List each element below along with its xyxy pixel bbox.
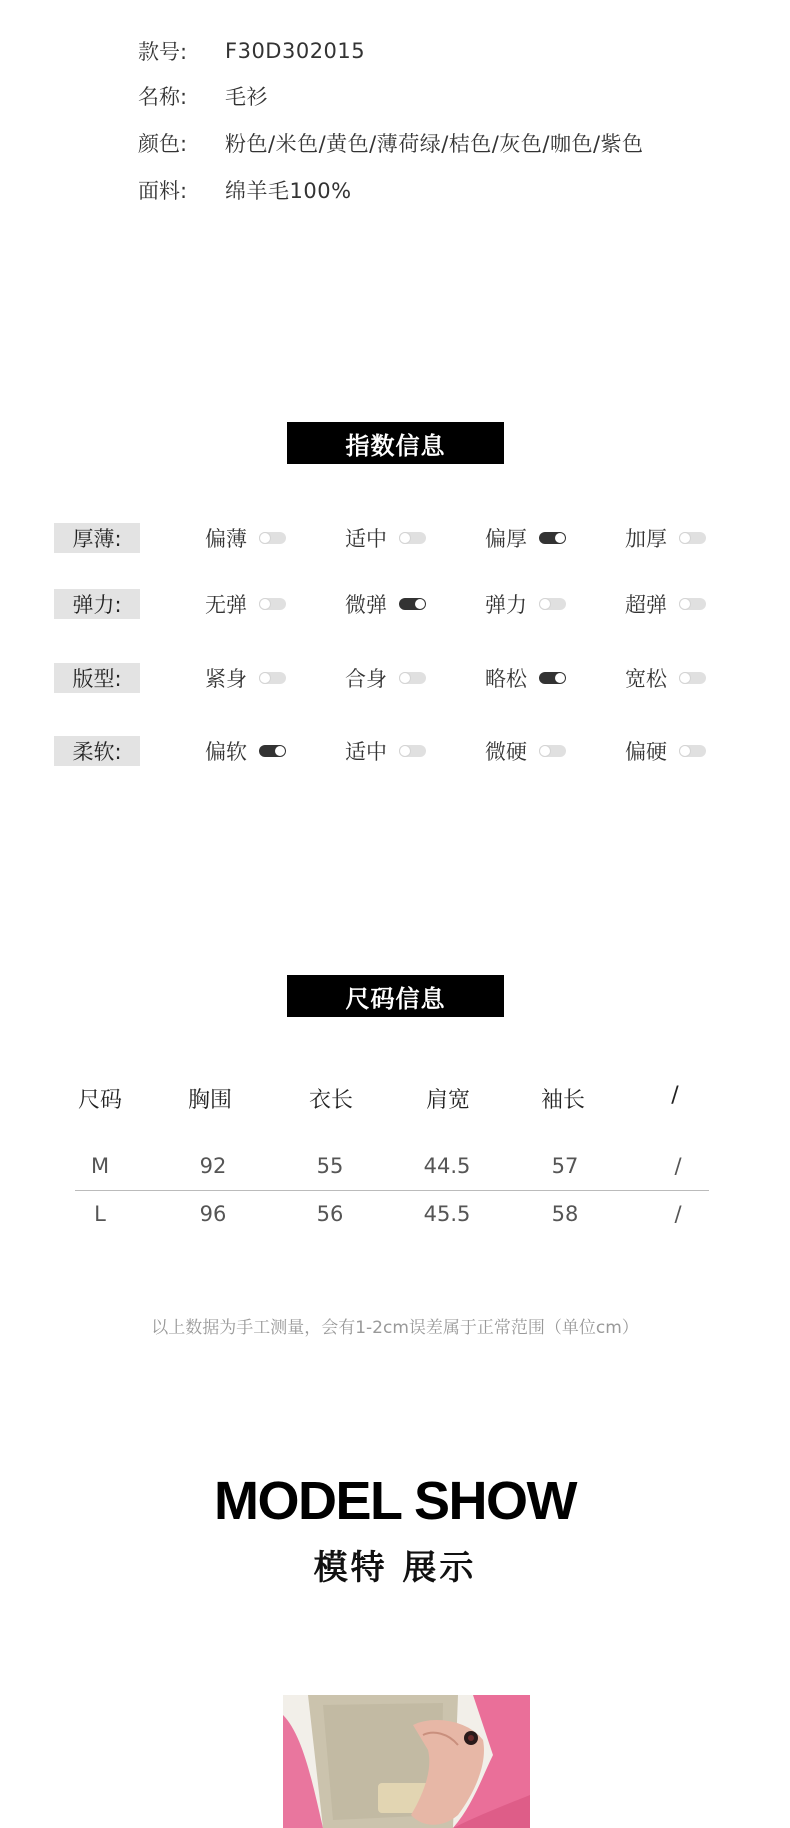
model-show-title: MODEL SHOW (214, 1471, 576, 1531)
index-option (345, 589, 426, 619)
index-option (345, 736, 426, 766)
toggle-off-icon (539, 598, 566, 610)
style-number-row (138, 36, 365, 66)
table-cell: 45.5 (423, 1202, 471, 1226)
toggle-knob (540, 746, 550, 756)
index-option (345, 523, 426, 553)
table-header: 袖长 (540, 1088, 586, 1113)
index-option (485, 663, 566, 693)
model-photo (283, 1695, 530, 1828)
toggle-knob (400, 746, 410, 756)
size-section-title: 尺码信息 (287, 975, 504, 1017)
table-cell: L (94, 1202, 106, 1226)
table-cell: 57 (551, 1154, 579, 1178)
toggle-off-icon (679, 745, 706, 757)
index-option-label: 偏薄 (205, 527, 247, 551)
info-label: 颜色: (138, 132, 188, 156)
toggle-knob (555, 533, 565, 543)
fabric-row (138, 175, 352, 205)
table-cell: M (90, 1154, 110, 1178)
index-option-label: 加厚 (625, 527, 667, 551)
index-option-label: 微弹 (345, 593, 387, 617)
table-header: 肩宽 (425, 1088, 471, 1113)
toggle-on-icon (539, 672, 566, 684)
index-option-label: 宽松 (625, 667, 667, 691)
table-header: / (671, 1083, 679, 1108)
index-option-label: 无弹 (205, 593, 247, 617)
toggle-on-icon (399, 598, 426, 610)
table-header: 尺码 (77, 1088, 123, 1113)
toggle-knob (680, 599, 690, 609)
index-option (625, 736, 706, 766)
measurement-note: 以上数据为手工测量，会有1-2cm误差属于正常范围（单位cm） (151, 1318, 639, 1338)
table-cell: 44.5 (423, 1154, 471, 1178)
table-cell: 58 (551, 1202, 579, 1226)
index-option-label: 合身 (345, 667, 387, 691)
toggle-off-icon (539, 745, 566, 757)
toggle-knob (680, 673, 690, 683)
toggle-knob (540, 599, 550, 609)
index-option-label: 微硬 (485, 740, 527, 764)
name-row (138, 81, 268, 111)
index-option (345, 663, 426, 693)
toggle-knob (415, 599, 425, 609)
toggle-off-icon (679, 598, 706, 610)
index-option (205, 663, 286, 693)
toggle-on-icon (539, 532, 566, 544)
toggle-off-icon (259, 532, 286, 544)
toggle-knob (555, 673, 565, 683)
index-option-label: 弹力 (485, 593, 527, 617)
toggle-off-icon (259, 672, 286, 684)
table-cell: / (674, 1154, 682, 1178)
index-option-label: 适中 (345, 740, 387, 764)
table-header: 胸围 (187, 1088, 233, 1113)
index-option (625, 663, 706, 693)
index-option-label: 超弹 (625, 593, 667, 617)
toggle-off-icon (399, 532, 426, 544)
toggle-off-icon (399, 672, 426, 684)
index-option (205, 589, 286, 619)
index-option-label: 略松 (485, 667, 527, 691)
table-cell: 56 (316, 1202, 344, 1226)
toggle-knob (680, 533, 690, 543)
table-cell: / (674, 1202, 682, 1226)
toggle-knob (260, 673, 270, 683)
toggle-knob (275, 746, 285, 756)
toggle-off-icon (679, 532, 706, 544)
toggle-knob (680, 746, 690, 756)
index-option-label: 偏软 (205, 740, 247, 764)
index-option-label: 紧身 (205, 667, 247, 691)
index-row-label: 柔软: (54, 736, 140, 766)
toggle-off-icon (399, 745, 426, 757)
toggle-knob (260, 533, 270, 543)
info-value: 毛衫 (225, 85, 268, 109)
toggle-off-icon (679, 672, 706, 684)
toggle-on-icon (259, 745, 286, 757)
index-section-title: 指数信息 (287, 422, 504, 464)
model-show-subtitle: 模特 展示 (313, 1548, 477, 1588)
index-option (205, 736, 286, 766)
info-label: 款号: (138, 40, 188, 64)
index-option (485, 523, 566, 553)
table-cell: 92 (199, 1154, 227, 1178)
index-option (485, 589, 566, 619)
table-cell: 96 (199, 1202, 227, 1226)
index-option (205, 523, 286, 553)
info-value: F30D302015 (225, 39, 366, 63)
index-row-label: 厚薄: (54, 523, 140, 553)
color-row (138, 128, 644, 158)
index-option-label: 适中 (345, 527, 387, 551)
table-divider (75, 1190, 709, 1191)
table-header: 衣长 (308, 1088, 354, 1113)
index-option-label: 偏厚 (485, 527, 527, 551)
toggle-knob (260, 599, 270, 609)
model-photo-image (283, 1695, 530, 1828)
info-label: 面料: (138, 179, 188, 203)
info-label: 名称: (138, 85, 188, 109)
table-cell: 55 (316, 1154, 344, 1178)
info-value: 粉色/米色/黄色/薄荷绿/桔色/灰色/咖色/紫色 (225, 132, 644, 156)
index-option-label: 偏硬 (625, 740, 667, 764)
index-option (625, 523, 706, 553)
index-option (625, 589, 706, 619)
index-option (485, 736, 566, 766)
info-value: 绵羊毛100% (225, 179, 352, 203)
toggle-knob (400, 673, 410, 683)
index-row-label: 版型: (54, 663, 140, 693)
index-row-label: 弹力: (54, 589, 140, 619)
toggle-off-icon (259, 598, 286, 610)
toggle-knob (400, 533, 410, 543)
